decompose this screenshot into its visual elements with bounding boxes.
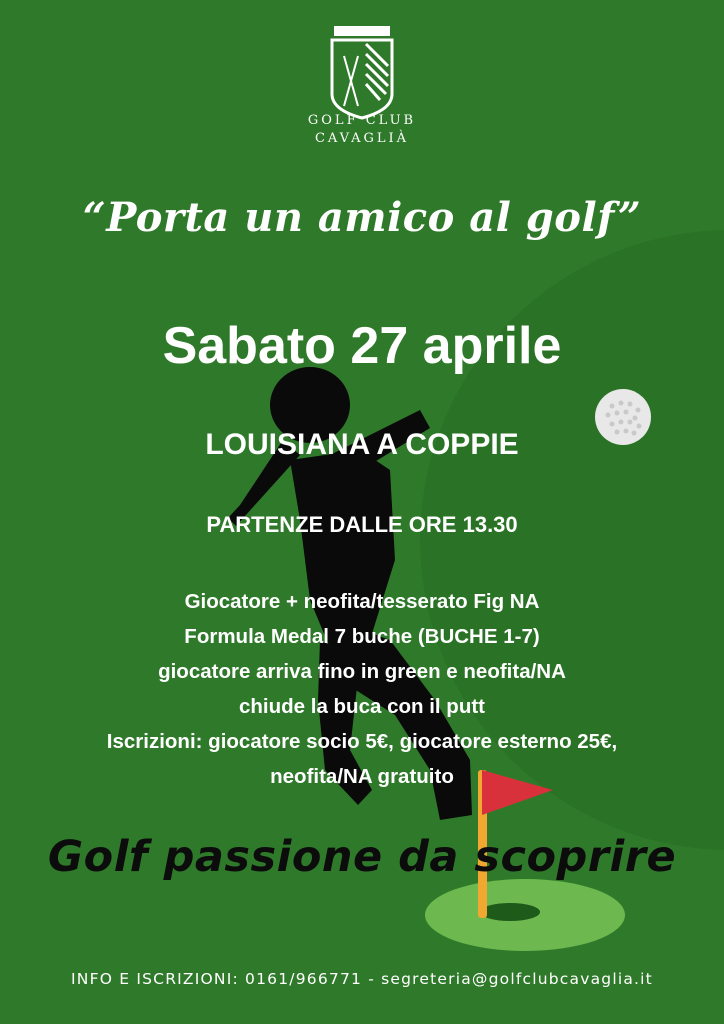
detail-line: Formula Medal 7 buche (BUCHE 1-7): [184, 625, 540, 648]
headline: “Porta un amico al golf”: [82, 194, 642, 241]
event-details: [0, 584, 724, 794]
detail-line: Iscrizioni: giocatore socio 5€, giocatore esterno 25€,: [106, 730, 618, 753]
event-date: Sabato 27 aprile: [162, 317, 562, 375]
detail-line: giocatore arriva fino in green e neofita/NA: [158, 660, 566, 683]
logo-line-2: CAVAGLIÀ: [314, 131, 410, 146]
detail-line: Giocatore + neofita/tesserato Fig NA: [184, 590, 540, 613]
event-format: LOUISIANA A COPPIE: [205, 428, 519, 461]
slogan: Golf passione da scoprire: [47, 832, 677, 882]
detail-line: chiude la buca con il putt: [238, 695, 486, 718]
start-time: PARTENZE DALLE ORE 13.30: [206, 512, 518, 537]
logo-text: [0, 112, 724, 148]
logo-line-1: GOLF CLUB: [307, 113, 417, 128]
contact-footer[interactable]: INFO E ISCRIZIONI: 0161/966771 - segreteria@golfclubcavaglia.it: [71, 970, 653, 988]
detail-line: neofita/NA gratuito: [270, 765, 454, 788]
